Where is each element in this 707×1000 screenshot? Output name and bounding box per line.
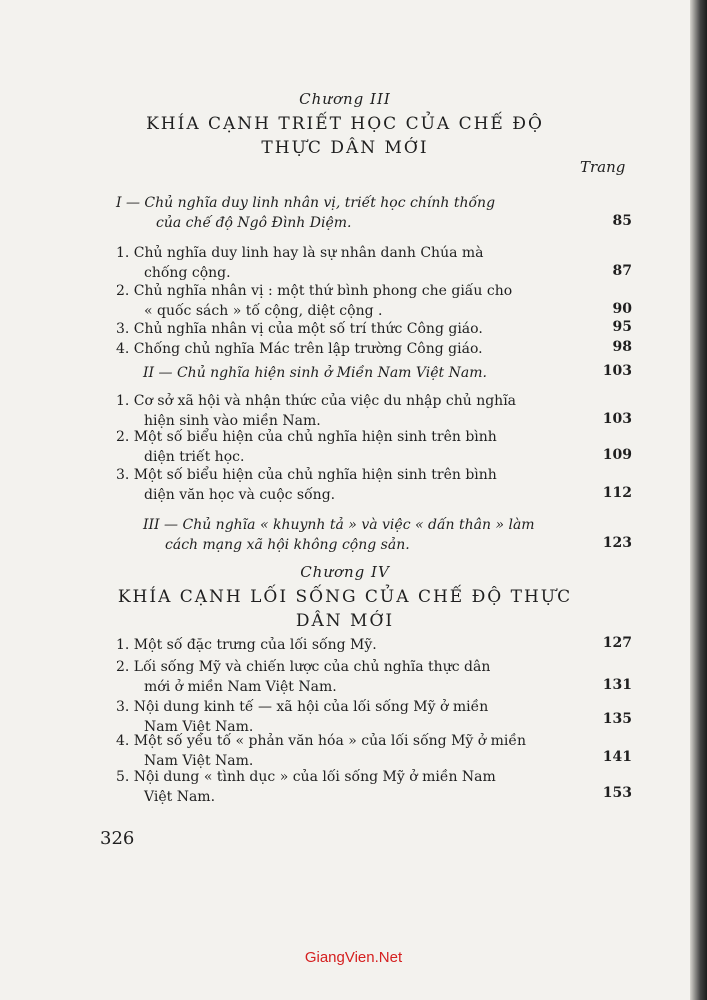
toc-entry-line2: Nam Việt Nam. [144,719,254,735]
chapter-3-title-line2: THỰC DÂN MỚI [261,138,429,158]
toc-entry-line2: « quốc sách » tố cộng, diệt cộng . [144,303,383,319]
toc-page-number: 135 [602,711,632,727]
toc-entry-line1: 3. Chủ nghĩa nhân vị của một số trí thức Công giáo. [116,321,483,337]
toc-page-number: 98 [612,339,632,355]
toc-page-number: 131 [602,677,632,693]
toc-entry-line1: 4. Chống chủ nghĩa Mác trên lập trường Công giáo. [116,341,483,357]
toc-page-number: 103 [602,363,632,379]
book-edge-shadow [690,0,707,1000]
toc-page-number: 87 [612,263,632,279]
toc-page-number: 127 [602,635,632,651]
toc-entry-line2: Nam Việt Nam. [144,753,254,769]
toc-entry-line1: 1. Cơ sở xã hội và nhận thức của việc du nhập chủ nghĩa [116,393,517,409]
toc-entry-line2: diện văn học và cuộc sống. [144,487,336,503]
toc-entry-line2: diện triết học. [144,449,245,465]
toc-entry [116,465,561,505]
toc-entry [116,281,561,321]
toc-page-number: 153 [602,785,632,801]
toc-entry-line1: 3. Nội dung kinh tế — xã hội của lối sống Mỹ ở miền [116,699,489,715]
toc-entry [116,193,561,233]
toc-entry-line1: 3. Một số biểu hiện của chủ nghĩa hiện sinh trên bình [116,467,497,483]
toc-entry-line1: 5. Nội dung « tình dục » của lối sống Mỹ ở miền Nam [116,769,496,785]
toc-entry-line1: 2. Một số biểu hiện của chủ nghĩa hiện sinh trên bình [116,429,497,445]
toc-entry [116,243,561,283]
chapter-4-title-line2: DÂN MỚI [295,611,395,631]
toc-page-number: 123 [602,535,632,551]
chapter-4-title-line1: KHÍA CẠNH LỐI SỐNG CỦA CHẾ ĐỘ THỰC [117,587,573,607]
toc-entry-line1: III — Chủ nghĩa « khuynh tả » và việc « dấn thân » làm [143,517,535,533]
toc-entry-line1: 2. Lối sống Mỹ và chiến lược của chủ nghĩa thực dân [116,659,491,675]
page-column-header: Trang [580,158,626,176]
toc-entry-line2: chống cộng. [144,265,231,281]
toc-entry-line1: 4. Một số yếu tố « phản văn hóa » của lối sống Mỹ ở miền [116,733,527,749]
toc-entry [116,635,561,655]
toc-section-heading [143,363,588,383]
toc-page-number: 85 [612,213,632,229]
toc-page-number: 90 [612,301,632,317]
toc-entry [116,319,561,339]
toc-page-number: 141 [602,749,632,765]
toc-entry-line1: 1. Một số đặc trưng của lối sống Mỹ. [116,637,377,653]
toc-page-number: 103 [602,411,632,427]
toc-entry-line2: của chế độ Ngô Đình Diệm. [156,215,352,231]
page-number: 326 [100,828,135,849]
toc-page-number: 112 [602,485,632,501]
toc-entry [116,427,561,467]
chapter-3-title-line1: KHÍA CẠNH TRIẾT HỌC CỦA CHẾ ĐỘ [146,114,544,134]
toc-entry-line2: Việt Nam. [144,789,216,805]
toc-entry-line1: 1. Chủ nghĩa duy linh hay là sự nhân danh Chúa mà [116,245,484,261]
toc-entry-line2: cách mạng xã hội không cộng sản. [165,537,410,553]
toc-entry-line1: I — Chủ nghĩa duy linh nhân vị, triết học chính thống [116,195,496,211]
toc-entry-line1: II — Chủ nghĩa hiện sinh ở Miền Nam Việt Nam. [143,365,487,381]
chapter-3-label: Chương III [299,90,391,108]
toc-page-number: 95 [612,319,632,335]
toc-page-number: 109 [602,447,632,463]
toc-entry [116,391,561,431]
toc-entry [116,657,561,697]
toc-entry-line1: 2. Chủ nghĩa nhân vị : một thứ bình phong che giấu cho [116,283,513,299]
toc-entry [116,339,561,359]
toc-section-heading [143,515,593,555]
chapter-4-label: Chương IV [300,563,390,581]
toc-entry [116,731,561,771]
toc-entry-line2: mới ở miền Nam Việt Nam. [144,679,337,695]
toc-entry [116,767,561,807]
toc-entry-line2: hiện sinh vào miền Nam. [144,413,321,429]
watermark: GiangVien.Net [304,949,403,966]
